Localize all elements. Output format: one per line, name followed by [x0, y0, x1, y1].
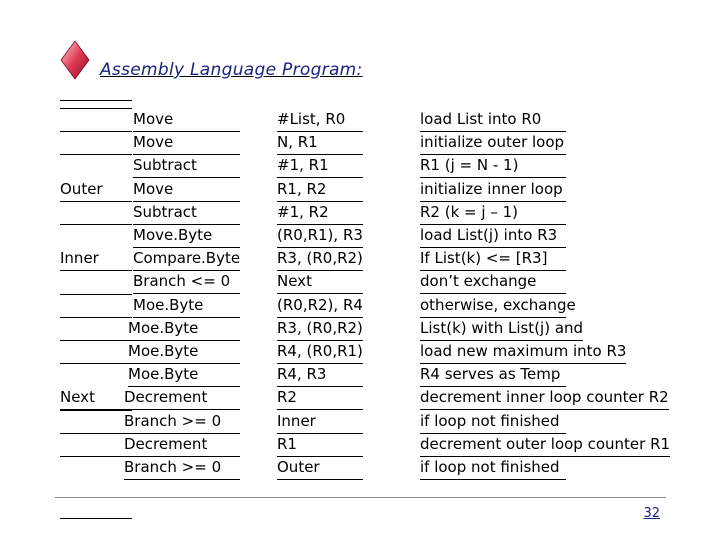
line-label — [60, 410, 132, 411]
line-label — [60, 131, 132, 132]
instruction-operands: R3, (R0,R2) — [277, 247, 363, 271]
line-label: Inner — [60, 247, 132, 271]
instruction-operands: (R0,R2), R4 — [277, 294, 363, 318]
instruction-mnemonic: Moe.Byte — [133, 294, 240, 318]
line-label — [60, 363, 132, 364]
instruction-comment: R2 (k = j – 1) — [420, 201, 566, 225]
instruction-comment: decrement outer loop counter R1 — [420, 433, 670, 457]
instruction-mnemonic: Moe.Byte — [128, 340, 240, 364]
instruction-mnemonic: Move.Byte — [133, 224, 240, 248]
line-label — [60, 340, 132, 341]
instruction-mnemonic: Decrement — [124, 433, 240, 457]
instruction-operands: #1, R2 — [277, 201, 363, 225]
program-row — [0, 456, 720, 479]
line-label — [60, 317, 132, 318]
program-row — [0, 270, 720, 293]
instruction-comment: don’t exchange — [420, 270, 566, 294]
instruction-mnemonic: Compare.Byte — [133, 247, 240, 271]
instruction-comment: initialize inner loop — [420, 178, 566, 202]
instruction-operands: #List, R0 — [277, 108, 363, 132]
instruction-operands: R2 — [277, 386, 363, 410]
program-row — [0, 317, 720, 340]
footer-divider — [55, 497, 666, 498]
line-label: Outer — [60, 178, 132, 202]
line-label — [60, 294, 132, 295]
diamond-bullet-icon — [60, 40, 90, 80]
program-row — [0, 410, 720, 433]
instruction-comment: if loop not finished — [420, 456, 566, 480]
instruction-comment: load new maximum into R3 — [420, 340, 626, 364]
instruction-mnemonic: Move — [133, 131, 240, 155]
instruction-operands: N, R1 — [277, 131, 363, 155]
program-row — [0, 201, 720, 224]
instruction-operands: (R0,R1), R3 — [277, 224, 363, 248]
instruction-comment: If List(k) <= [R3] — [420, 247, 566, 271]
line-label — [60, 456, 132, 457]
instruction-comment: initialize outer loop — [420, 131, 566, 155]
instruction-comment: R1 (j = N - 1) — [420, 154, 566, 178]
instruction-mnemonic: Moe.Byte — [128, 317, 240, 341]
footer-short-rule — [60, 518, 132, 519]
line-label: Next — [60, 386, 132, 410]
instruction-mnemonic: Subtract — [133, 201, 240, 225]
instruction-mnemonic: Branch >= 0 — [124, 456, 240, 480]
instruction-mnemonic: Decrement — [124, 386, 240, 410]
instruction-mnemonic: Branch >= 0 — [124, 410, 240, 434]
instruction-operands: R3, (R0,R2) — [277, 317, 363, 341]
instruction-mnemonic: Move — [133, 108, 240, 132]
instruction-operands: Outer — [277, 456, 363, 480]
page-number: 32 — [643, 506, 660, 521]
instruction-operands: R1, R2 — [277, 178, 363, 202]
instruction-comment: load List into R0 — [420, 108, 566, 132]
instruction-comment: R4 serves as Temp — [420, 363, 566, 387]
instruction-comment: List(k) with List(j) and — [420, 317, 583, 341]
line-label — [60, 154, 132, 155]
program-row — [0, 363, 720, 386]
instruction-operands: #1, R1 — [277, 154, 363, 178]
instruction-operands: Next — [277, 270, 363, 294]
instruction-comment: load List(j) into R3 — [420, 224, 566, 248]
instruction-mnemonic: Move — [133, 178, 240, 202]
instruction-operands: R1 — [277, 433, 363, 457]
program-row — [0, 108, 720, 131]
program-row — [0, 131, 720, 154]
line-label — [60, 108, 132, 109]
line-label — [60, 270, 132, 271]
line-label — [60, 224, 132, 225]
line-label — [60, 201, 132, 202]
program-row — [0, 154, 720, 177]
line-label — [60, 433, 132, 434]
instruction-operands: R4, (R0,R1) — [277, 340, 363, 364]
program-row — [0, 294, 720, 317]
instruction-mnemonic: Moe.Byte — [128, 363, 240, 387]
instruction-operands: R4, R3 — [277, 363, 363, 387]
program-row — [0, 224, 720, 247]
program-row — [0, 433, 720, 456]
instruction-comment: otherwise, exchange — [420, 294, 566, 318]
slide-title: Assembly Language Program: — [100, 60, 363, 80]
program-row — [0, 178, 720, 201]
program-row — [0, 340, 720, 363]
instruction-mnemonic: Branch <= 0 — [133, 270, 240, 294]
header-divider — [60, 100, 132, 101]
program-row — [0, 386, 720, 409]
instruction-operands: Inner — [277, 410, 363, 434]
instruction-comment: decrement inner loop counter R2 — [420, 386, 669, 410]
instruction-comment: if loop not finished — [420, 410, 566, 434]
program-row — [0, 247, 720, 270]
instruction-mnemonic: Subtract — [133, 154, 240, 178]
